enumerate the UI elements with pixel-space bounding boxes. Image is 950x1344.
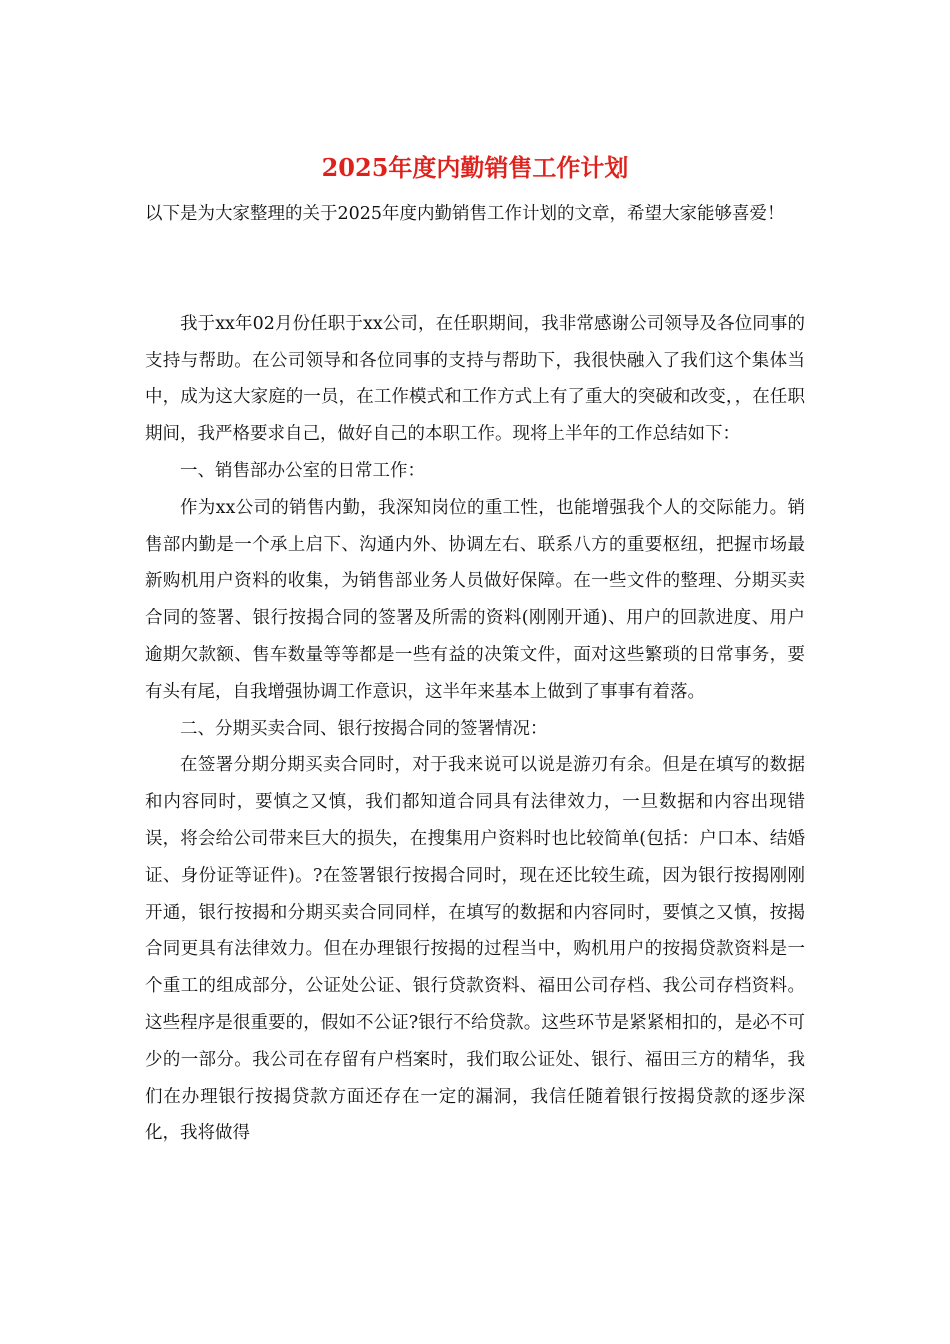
document-title: 2025年度内勤销售工作计划 — [321, 153, 629, 182]
paragraph-spacer — [145, 233, 805, 306]
document-body — [145, 196, 805, 1152]
paragraph-opening: 我于xx年02月份任职于xx公司，在任职期间，我非常感谢公司领导及各位同事的支持与帮助。在公司领导和各位同事的支持与帮助下，我很快融入了我们这个集体当中，成为这大家庭的一员，在工作模式和工作方式上有了重大的突破和改变，，在任职期间，我严格要求自己，做好自己的本职工作。现将上半年的工作总结如下： — [145, 313, 805, 445]
intro-paragraph: 以下是为大家整理的关于2025年度内勤销售工作计划的文章，希望大家能够喜爱！ — [145, 204, 785, 224]
paragraph-daily-work: 作为xx公司的销售内勤，我深知岗位的重工性，也能增强我个人的交际能力。销售部内勤是一个承上启下、沟通内外、协调左右、联系八方的重要枢纽，把握市场最新购机用户资料的收集，为销售部业务人员做好保障。在一些文件的整理、分期买卖合同的签署、银行按揭合同的签署及所需的资料(刚刚开通)、用户的回款进度、用户逾期欠款额、售车数量等等都是一些有益的决策文件，面对这些繁琐的日常事务，要有头有尾，自我增强协调工作意识，这半年来基本上做到了事事有着落。 — [145, 497, 805, 702]
paragraph-contracts: 在签署分期分期买卖合同时，对于我来说可以说是游刃有余。但是在填写的数据和内容同时，要慎之又慎，我们都知道合同具有法律效力，一旦数据和内容出现错误，将会给公司带来巨大的损失，在搜集用户资料时也比较简单(包括：户口本、结婚证、身份证等证件)。?在签署银行按揭合同时，现在还比较生疏，因为银行按揭刚刚开通，银行按揭和分期买卖合同同样，在填写的数据和内容同时，要慎之又慎，按揭合同更具有法律效力。但在办理银行按揭的过程当中，购机用户的按揭贷款资料是一个重工的组成部分，公证处公证、银行贷款资料、福田公司存档、我公司存档资料。这些程序是很重要的，假如不公证?银行不给贷款。这些环节是紧紧相扣的，是必不可少的一部分。我公司在存留有户档案时，我们取公证处、银行、福田三方的精华，我们在办理银行按揭贷款方面还存在一定的漏洞，我信任随着银行按揭贷款的逐步深化，我将做得 — [145, 755, 805, 1144]
section-heading-contracts: 二、分期买卖合同、银行按揭合同的签署情况： — [180, 718, 548, 739]
section-heading-daily-work: 一、销售部办公室的日常工作： — [180, 460, 425, 481]
